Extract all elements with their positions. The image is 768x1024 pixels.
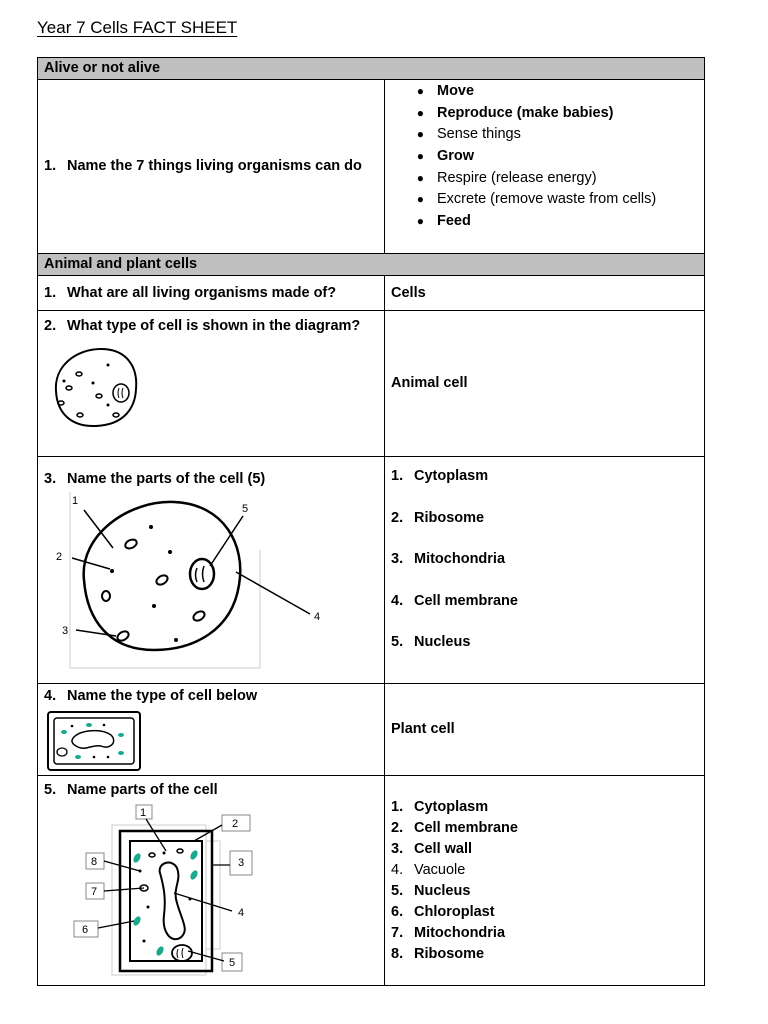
label-6: 6 [82, 924, 89, 936]
question-row-1 [38, 276, 705, 311]
question-row-4 [38, 684, 705, 776]
chloroplast-icon [132, 852, 142, 864]
fact-sheet-table [37, 57, 705, 986]
list-item [391, 797, 698, 818]
list-item [391, 632, 698, 653]
question-cell [38, 311, 385, 457]
animal-cell-diagram [46, 341, 146, 431]
question-number: 3. [44, 471, 57, 487]
label-8: 8 [91, 856, 98, 868]
list-item-text: Excrete (remove waste from cells) [437, 191, 657, 208]
question-text: Name the 7 things living organisms can do [67, 158, 362, 174]
section-header-cells [38, 254, 705, 276]
section-title: Animal and plant cells [38, 254, 705, 276]
plant-cell-parts-list [391, 797, 698, 965]
question-text: What are all living organisms made of? [67, 284, 337, 301]
label-4: 4 [238, 907, 245, 919]
list-item [391, 81, 698, 103]
label-1: 1 [140, 807, 147, 819]
question-number: 5. [44, 782, 57, 798]
list-item [391, 881, 698, 902]
question-number: 1. [44, 158, 57, 174]
plant-cell-diagram [46, 710, 142, 772]
answer-cell: Cells [385, 276, 705, 311]
bullet-icon: ● [416, 213, 424, 228]
list-item [391, 860, 698, 881]
label-3: 3 [62, 625, 69, 637]
question-cell [38, 776, 385, 986]
list-item-text: Move [437, 83, 475, 100]
bullet-icon: ● [416, 105, 424, 120]
question-number: 1. [44, 284, 57, 301]
list-item-text: Reproduce (make babies) [437, 104, 614, 121]
question-cell [38, 457, 385, 684]
list-item-text: Cell membrane [414, 592, 518, 609]
list-item-text: Cytoplasm [414, 468, 489, 484]
answer-cell: Plant cell [385, 684, 705, 776]
list-item-text: Cell membrane [414, 820, 518, 836]
chloroplast-icon [189, 869, 199, 881]
list-item-text: Mitochondria [414, 551, 506, 567]
label-3: 3 [238, 857, 245, 869]
list-item [391, 466, 698, 487]
list-item-text: Nucleus [414, 883, 471, 899]
page-title: Year 7 Cells FACT SHEET [37, 18, 238, 37]
animal-cell-labelled-diagram [34, 490, 324, 670]
list-item-number: 5. [391, 634, 404, 650]
chloroplast-icon [118, 751, 124, 755]
chloroplast-icon [155, 945, 165, 957]
chloroplast-icon [86, 723, 92, 727]
list-item-text: Nucleus [414, 634, 471, 650]
cell-parts-list [391, 466, 698, 653]
label-2: 2 [232, 818, 239, 830]
bullet-icon: ● [416, 127, 424, 142]
chloroplast-icon [61, 730, 67, 734]
answer-cell: Animal cell [385, 311, 705, 457]
question-row-5 [38, 776, 705, 986]
list-item [391, 167, 698, 189]
list-item [391, 146, 698, 168]
chloroplast-icon [75, 755, 81, 759]
list-item [391, 944, 698, 965]
answer-cell [385, 80, 705, 254]
label-7: 7 [91, 886, 98, 898]
label-5: 5 [242, 503, 249, 515]
list-item-number: 4. [391, 862, 404, 878]
question-row-3 [38, 457, 705, 684]
label-1: 1 [72, 495, 79, 507]
list-item [391, 591, 698, 612]
bullet-icon: ● [416, 149, 424, 164]
list-item [391, 103, 698, 125]
list-item-number: 7. [391, 925, 404, 941]
list-item-number: 1. [391, 799, 404, 815]
list-item-number: 3. [391, 551, 404, 567]
question-text: What type of cell is shown in the diagram? [67, 318, 361, 334]
list-item [391, 818, 698, 839]
list-item [391, 902, 698, 923]
list-item-number: 4. [391, 592, 404, 609]
chloroplast-icon [118, 733, 124, 737]
chloroplast-icon [189, 849, 199, 861]
bullet-icon: ● [416, 84, 424, 99]
label-4: 4 [314, 611, 321, 623]
list-item [391, 923, 698, 944]
list-item-number: 1. [391, 468, 404, 484]
question-number: 2. [44, 318, 57, 334]
list-item [391, 508, 698, 529]
list-item-text: Feed [437, 212, 471, 229]
list-item-text: Cell wall [414, 841, 473, 857]
question-row-alive [38, 80, 705, 254]
question-text: Name the parts of the cell (5) [67, 471, 266, 487]
list-item-text: Cytoplasm [414, 799, 489, 815]
list-item [391, 839, 698, 860]
question-row-2 [38, 311, 705, 457]
question-cell [38, 80, 385, 254]
list-item-text: Sense things [437, 126, 521, 143]
question-number: 4. [44, 688, 57, 704]
list-item-number: 5. [391, 883, 404, 899]
answer-cell [385, 457, 705, 684]
list-item-text: Grow [437, 148, 475, 165]
question-cell [38, 684, 385, 776]
label-5: 5 [229, 957, 236, 969]
question-text: Name parts of the cell [67, 782, 218, 798]
section-header-alive [38, 58, 705, 80]
list-item-text: Respire (release energy) [437, 169, 597, 186]
question-text: Name the type of cell below [67, 688, 258, 704]
list-item-number: 2. [391, 509, 404, 526]
list-item-number: 2. [391, 820, 404, 836]
plant-cell-labelled-diagram [72, 803, 292, 979]
list-item-text: Mitochondria [414, 925, 506, 941]
list-item [391, 124, 698, 146]
list-item [391, 189, 698, 211]
list-item-text: Ribosome [414, 946, 485, 962]
list-item-text: Chloroplast [414, 904, 495, 920]
living-processes-list [391, 81, 698, 232]
answer-cell [385, 776, 705, 986]
question-cell [38, 276, 385, 311]
list-item-number: 8. [391, 946, 404, 962]
list-item-text: Ribosome [414, 509, 485, 526]
bullet-icon: ● [416, 192, 424, 207]
list-item [391, 211, 698, 233]
bullet-icon: ● [416, 170, 424, 185]
list-item-number: 3. [391, 841, 404, 857]
label-2: 2 [56, 551, 63, 563]
list-item [391, 549, 698, 570]
list-item-text: Vacuole [414, 862, 466, 878]
section-title: Alive or not alive [38, 58, 705, 80]
list-item-number: 6. [391, 904, 404, 920]
